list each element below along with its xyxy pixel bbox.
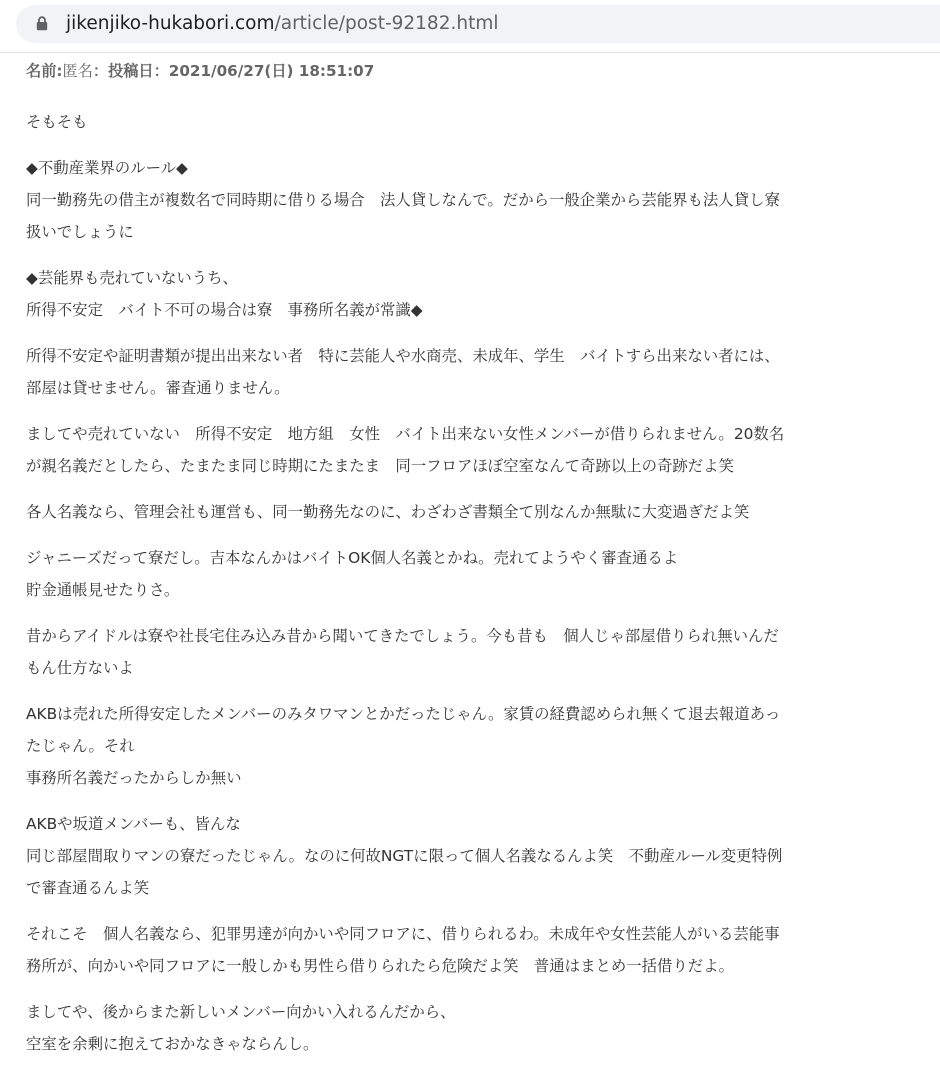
post-meta	[26, 58, 916, 84]
paragraph-line: 各人名義なら、管理会社も運営も、同一勤務先なのに、わざわざ書類全て別なんか無駄に大変過ぎだよ笑	[26, 503, 750, 521]
paragraph-line: ◆不動産業界のルール◆	[26, 159, 188, 177]
paragraph-line: 昔からアイドルは寮や社長宅住み込み昔から聞いてきたでしょう。今も昔も 個人じゃ部屋借りられ無いんだ	[26, 627, 779, 645]
paragraph-line: 部屋は貸せません。審査通りません。	[26, 379, 290, 397]
date-label: ：投稿日：	[92, 62, 169, 80]
paragraph-line: ジャニーズだって寮だし。吉本なんかはバイトOK個人名義とかね。売れてようやく審査通るよ	[26, 549, 679, 567]
post-body	[26, 106, 916, 1060]
paragraph-line: それこそ 個人名義なら、犯罪男達が向かいや同フロアに、借りられるわ。未成年や女性芸能人がいる芸能事	[26, 925, 780, 943]
post-paragraph	[26, 106, 916, 138]
post-date: 2021/06/27(日) 18:51:07	[168, 62, 375, 80]
paragraph-line: 同一勤務先の借主が複数名で同時期に借りる場合 法人貸しなんで。だから一般企業から芸能界も法人貸し寮	[26, 191, 780, 209]
post-paragraph	[26, 542, 916, 606]
paragraph-line: 事務所名義だったからしか無い	[26, 769, 242, 787]
post-paragraph	[26, 496, 916, 528]
paragraph-line: もん仕方ないよ	[26, 659, 134, 677]
author-name: 匿名	[62, 62, 93, 80]
paragraph-line: 同じ部屋間取りマンの寮だったじゃん。なのに何故NGTに限って個人名義なるんよ笑 不動産ルール変更特例	[26, 847, 783, 865]
paragraph-line: ましてや、後からまた新しいメンバー向かい入れるんだから、	[26, 1003, 456, 1021]
post-paragraph	[26, 996, 916, 1060]
post-paragraph	[26, 340, 916, 404]
paragraph-line: AKBは売れた所得安定したメンバーのみタワマンとかだったじゃん。家賃の経費認められ無くて退去報道あっ	[26, 705, 781, 723]
paragraph-line: そもそも	[26, 113, 88, 131]
post-paragraph	[26, 418, 916, 482]
paragraph-line: ◆芸能界も売れていないうち、	[26, 269, 238, 287]
url-domain: jikenjiko-hukabori.com	[66, 13, 275, 34]
paragraph-line: 所得不安定や証明書類が提出出来ない者 特に芸能人や水商売、未成年、学生 バイトすら出来ない者には、	[26, 347, 780, 365]
browser-toolbar	[0, 0, 940, 53]
paragraph-line: 扱いでしょうに	[26, 223, 134, 241]
post-paragraph	[26, 620, 916, 684]
address-bar[interactable]	[16, 5, 940, 43]
paragraph-line: 務所が、向かいや同フロアに一般しかも男性ら借りられたら危険だよ笑 普通はまとめ一括借りだよ。	[26, 957, 734, 975]
post-paragraph	[26, 262, 916, 326]
post-paragraph	[26, 918, 916, 982]
paragraph-line: AKBや坂道メンバーも、皆んな	[26, 815, 241, 833]
paragraph-line: で審査通るんよ笑	[26, 879, 150, 897]
url-text[interactable]	[66, 13, 499, 35]
paragraph-line: ましてや売れていない 所得不安定 地方組 女性 バイト出来ない女性メンバーが借りられません。20数名	[26, 425, 785, 443]
paragraph-line: 所得不安定 バイト不可の場合は寮 事務所名義が常識◆	[26, 301, 423, 319]
paragraph-line: たじゃん。それ	[26, 737, 135, 755]
post-paragraph	[26, 808, 916, 904]
post-paragraph	[26, 152, 916, 248]
paragraph-line: 貯金通帳見せたりさ。	[26, 581, 180, 599]
url-path: /article/post-92182.html	[274, 13, 499, 34]
paragraph-line: が親名義だとしたら、たまたま同じ時期にたまたま 同一フロアほぼ空室なんて奇跡以上の奇跡だよ笑	[26, 457, 734, 475]
lock-icon[interactable]	[36, 16, 48, 31]
comment-post	[26, 58, 916, 1074]
paragraph-line: 空室を余剰に抱えておかなきゃならんし。	[26, 1035, 319, 1053]
post-paragraph	[26, 698, 916, 794]
name-label: 名前:	[26, 62, 63, 80]
